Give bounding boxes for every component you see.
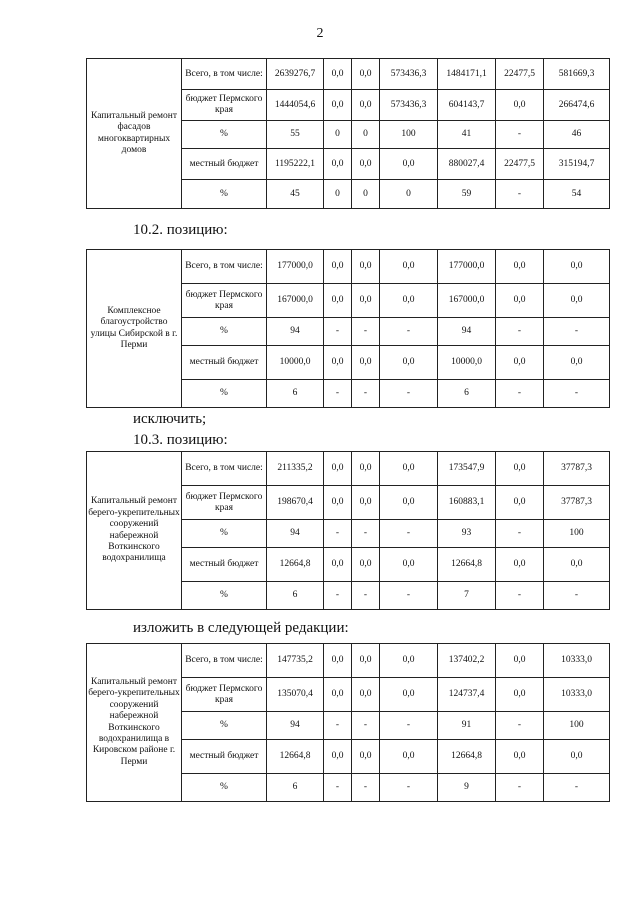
row-label-cell: бюджет Пермского края: [182, 90, 267, 121]
value-cell: 0,0: [324, 678, 352, 712]
value-cell: 0,0: [380, 486, 438, 520]
value-cell: 91: [438, 712, 496, 740]
value-cell: -: [544, 774, 610, 802]
value-cell: 2639276,7: [267, 59, 324, 90]
value-cell: 9: [438, 774, 496, 802]
value-cell: 0,0: [380, 644, 438, 678]
value-cell: 54: [544, 180, 610, 209]
value-cell: -: [496, 582, 544, 610]
value-cell: 0,0: [544, 346, 610, 380]
value-cell: 10333,0: [544, 678, 610, 712]
value-cell: -: [544, 318, 610, 346]
value-cell: 147735,2: [267, 644, 324, 678]
value-cell: 6: [267, 582, 324, 610]
value-cell: 198670,4: [267, 486, 324, 520]
value-cell: 1444054,6: [267, 90, 324, 121]
value-cell: 0: [352, 180, 380, 209]
value-cell: 41: [438, 121, 496, 149]
table-row: [87, 59, 610, 90]
value-cell: 94: [267, 520, 324, 548]
value-cell: 10000,0: [438, 346, 496, 380]
value-cell: 880027,4: [438, 149, 496, 180]
object-name-cell: Комплексное благоустройство улицы Сибирской в г. Перми: [87, 250, 182, 408]
value-cell: -: [352, 774, 380, 802]
value-cell: 37787,3: [544, 452, 610, 486]
value-cell: 581669,3: [544, 59, 610, 90]
value-cell: 59: [438, 180, 496, 209]
value-cell: 0,0: [496, 250, 544, 284]
value-cell: -: [380, 318, 438, 346]
row-label-cell: %: [182, 180, 267, 209]
value-cell: 93: [438, 520, 496, 548]
value-cell: 0,0: [496, 548, 544, 582]
value-cell: 0,0: [544, 548, 610, 582]
page-number: 2: [316, 26, 324, 41]
value-cell: -: [352, 380, 380, 408]
value-cell: 0,0: [352, 250, 380, 284]
object-name-cell: Капитальный ремонт берего-укрепительных сооружений набережной Воткинского водохранилища: [87, 452, 182, 610]
row-label-cell: %: [182, 582, 267, 610]
value-cell: 100: [544, 712, 610, 740]
value-cell: 12664,8: [438, 548, 496, 582]
value-cell: -: [496, 520, 544, 548]
row-label-cell: местный бюджет: [182, 149, 267, 180]
row-label-cell: бюджет Пермского края: [182, 486, 267, 520]
heading-new-edition: изложить в следующей редакции:: [133, 620, 349, 636]
value-cell: 0,0: [352, 644, 380, 678]
table-row: [87, 644, 610, 678]
value-cell: -: [496, 180, 544, 209]
value-cell: 0,0: [352, 486, 380, 520]
value-cell: 0,0: [324, 59, 352, 90]
table-sibirskaya-street: [86, 249, 610, 408]
value-cell: -: [544, 380, 610, 408]
value-cell: 94: [267, 318, 324, 346]
object-name-cell: Капитальный ремонт берего-укрепительных сооружений набережной Воткинского водохранилища в Кировском районе г. Перми: [87, 644, 182, 802]
value-cell: -: [324, 380, 352, 408]
row-label-cell: Всего, в том числе:: [182, 452, 267, 486]
value-cell: 6: [438, 380, 496, 408]
row-label-cell: %: [182, 774, 267, 802]
value-cell: -: [380, 774, 438, 802]
value-cell: 135070,4: [267, 678, 324, 712]
value-cell: 137402,2: [438, 644, 496, 678]
value-cell: 160883,1: [438, 486, 496, 520]
row-label-cell: %: [182, 520, 267, 548]
heading-10-3: 10.3. позицию:: [133, 432, 228, 448]
value-cell: -: [324, 582, 352, 610]
value-cell: 6: [267, 774, 324, 802]
value-cell: 0,0: [496, 284, 544, 318]
table-embankment-old: [86, 451, 610, 610]
value-cell: 124737,4: [438, 678, 496, 712]
row-label-cell: %: [182, 380, 267, 408]
value-cell: 22477,5: [496, 59, 544, 90]
value-cell: -: [352, 712, 380, 740]
value-cell: 0,0: [324, 346, 352, 380]
value-cell: 0,0: [496, 644, 544, 678]
value-cell: 0,0: [496, 678, 544, 712]
value-cell: 167000,0: [267, 284, 324, 318]
value-cell: 0,0: [352, 548, 380, 582]
value-cell: 315194,7: [544, 149, 610, 180]
value-cell: -: [496, 712, 544, 740]
value-cell: 0,0: [380, 284, 438, 318]
value-cell: -: [380, 582, 438, 610]
value-cell: 0: [324, 180, 352, 209]
value-cell: 46: [544, 121, 610, 149]
value-cell: 167000,0: [438, 284, 496, 318]
value-cell: 0,0: [496, 346, 544, 380]
value-cell: 0,0: [380, 452, 438, 486]
value-cell: -: [380, 712, 438, 740]
value-cell: 0,0: [352, 59, 380, 90]
table-row: [87, 250, 610, 284]
row-label-cell: местный бюджет: [182, 740, 267, 774]
value-cell: -: [496, 318, 544, 346]
value-cell: 1484171,1: [438, 59, 496, 90]
value-cell: 0,0: [324, 452, 352, 486]
value-cell: 12664,8: [267, 740, 324, 774]
value-cell: -: [496, 121, 544, 149]
value-cell: -: [496, 774, 544, 802]
heading-10-2: 10.2. позицию:: [133, 222, 228, 238]
table-embankment-new: [86, 643, 610, 802]
value-cell: 10333,0: [544, 644, 610, 678]
row-label-cell: Всего, в том числе:: [182, 644, 267, 678]
value-cell: 0,0: [324, 644, 352, 678]
value-cell: -: [380, 380, 438, 408]
value-cell: 0,0: [352, 452, 380, 486]
row-label-cell: Всего, в том числе:: [182, 250, 267, 284]
value-cell: 45: [267, 180, 324, 209]
value-cell: 94: [438, 318, 496, 346]
value-cell: -: [324, 318, 352, 346]
value-cell: 0,0: [324, 149, 352, 180]
value-cell: 211335,2: [267, 452, 324, 486]
value-cell: 0,0: [352, 149, 380, 180]
heading-exclude: исключить;: [133, 411, 207, 427]
row-label-cell: местный бюджет: [182, 548, 267, 582]
value-cell: 177000,0: [267, 250, 324, 284]
value-cell: 0,0: [324, 486, 352, 520]
value-cell: 0,0: [324, 90, 352, 121]
value-cell: 0,0: [352, 284, 380, 318]
value-cell: 0,0: [380, 149, 438, 180]
value-cell: 0,0: [380, 346, 438, 380]
value-cell: 0: [324, 121, 352, 149]
value-cell: 0,0: [380, 740, 438, 774]
value-cell: 0,0: [352, 740, 380, 774]
value-cell: 177000,0: [438, 250, 496, 284]
table-row: [87, 452, 610, 486]
value-cell: 0,0: [380, 548, 438, 582]
value-cell: 0: [352, 121, 380, 149]
value-cell: -: [352, 318, 380, 346]
value-cell: 22477,5: [496, 149, 544, 180]
value-cell: 266474,6: [544, 90, 610, 121]
value-cell: 0,0: [352, 90, 380, 121]
value-cell: -: [324, 520, 352, 548]
value-cell: 0,0: [544, 250, 610, 284]
value-cell: 0,0: [324, 548, 352, 582]
value-cell: 7: [438, 582, 496, 610]
value-cell: 0,0: [544, 284, 610, 318]
value-cell: 100: [544, 520, 610, 548]
value-cell: 10000,0: [267, 346, 324, 380]
value-cell: 12664,8: [267, 548, 324, 582]
value-cell: 12664,8: [438, 740, 496, 774]
row-label-cell: %: [182, 121, 267, 149]
value-cell: 6: [267, 380, 324, 408]
value-cell: -: [496, 380, 544, 408]
value-cell: 100: [380, 121, 438, 149]
row-label-cell: бюджет Пермского края: [182, 284, 267, 318]
value-cell: 573436,3: [380, 90, 438, 121]
object-name-cell: Капитальный ремонт фасадов многоквартирных домов: [87, 59, 182, 209]
value-cell: 0,0: [324, 250, 352, 284]
value-cell: 0,0: [496, 452, 544, 486]
value-cell: 0,0: [324, 284, 352, 318]
value-cell: 0,0: [324, 740, 352, 774]
value-cell: -: [352, 582, 380, 610]
value-cell: -: [324, 774, 352, 802]
row-label-cell: %: [182, 318, 267, 346]
value-cell: 573436,3: [380, 59, 438, 90]
value-cell: 0: [380, 180, 438, 209]
value-cell: 0,0: [496, 90, 544, 121]
value-cell: 604143,7: [438, 90, 496, 121]
value-cell: 37787,3: [544, 486, 610, 520]
value-cell: 0,0: [496, 486, 544, 520]
value-cell: 0,0: [352, 678, 380, 712]
value-cell: 1195222,1: [267, 149, 324, 180]
value-cell: 0,0: [380, 250, 438, 284]
value-cell: 55: [267, 121, 324, 149]
value-cell: -: [352, 520, 380, 548]
row-label-cell: %: [182, 712, 267, 740]
row-label-cell: Всего, в том числе:: [182, 59, 267, 90]
row-label-cell: местный бюджет: [182, 346, 267, 380]
value-cell: 173547,9: [438, 452, 496, 486]
value-cell: 0,0: [496, 740, 544, 774]
value-cell: 0,0: [380, 678, 438, 712]
value-cell: 94: [267, 712, 324, 740]
value-cell: -: [544, 582, 610, 610]
table-facade-repair: [86, 58, 610, 209]
value-cell: 0,0: [352, 346, 380, 380]
value-cell: -: [380, 520, 438, 548]
row-label-cell: бюджет Пермского края: [182, 678, 267, 712]
value-cell: 0,0: [544, 740, 610, 774]
value-cell: -: [324, 712, 352, 740]
